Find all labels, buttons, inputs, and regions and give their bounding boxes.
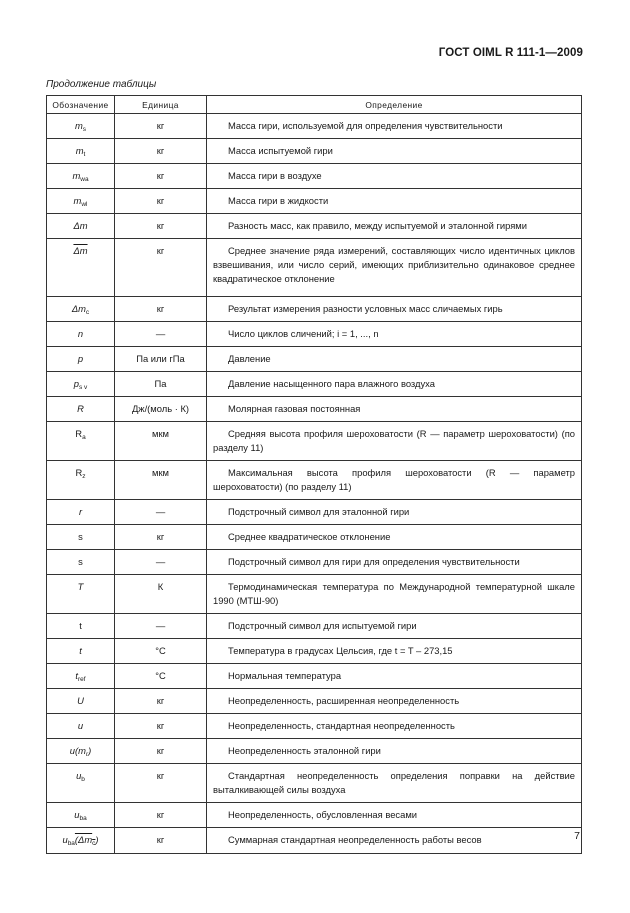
- symbol-subscript: wa: [80, 176, 89, 183]
- symbol-cell: [47, 164, 115, 189]
- symbol-cell: [47, 214, 115, 239]
- symbol-cell: [47, 239, 115, 297]
- symbol-text: t: [79, 620, 82, 631]
- table-header-row: [47, 96, 582, 114]
- unit-cell: —: [115, 550, 207, 575]
- symbol-cell: [47, 297, 115, 322]
- symbol-cell: [47, 689, 115, 714]
- definition-cell: Масса гири в жидкости: [207, 189, 582, 214]
- table-row: [47, 639, 582, 664]
- definition-cell: Неопределенность, стандартная неопределенность: [207, 714, 582, 739]
- table-row: [47, 114, 582, 139]
- symbol-subscript: ba: [79, 815, 87, 822]
- symbol-cell: [47, 397, 115, 422]
- definition-cell: Результат измерения разности условных масс сличаемых гирь: [207, 297, 582, 322]
- definition-cell: Давление насыщенного пара влажного воздуха: [207, 372, 582, 397]
- symbol-cell: [47, 639, 115, 664]
- symbol-subscript: ba: [67, 840, 75, 847]
- definition-cell: Средняя высота профиля шероховатости (R — параметр шероховатости) (по разделу 11): [207, 422, 582, 461]
- symbol-text: T: [77, 581, 84, 592]
- table-row: [47, 397, 582, 422]
- definition-cell: Нормальная температура: [207, 664, 582, 689]
- column-header-symbol: Обозначение: [47, 96, 115, 114]
- unit-cell: кг: [115, 828, 207, 854]
- symbol-cell: [47, 614, 115, 639]
- definition-cell: Среднее квадратическое отклонение: [207, 525, 582, 550]
- table-row: [47, 322, 582, 347]
- definition-cell: Разность масс, как правило, между испытуемой и эталонной гирями: [207, 214, 582, 239]
- table-row: [47, 214, 582, 239]
- symbol-text: u: [76, 770, 82, 781]
- symbol-cell: [47, 189, 115, 214]
- definition-cell: Подстрочный символ для эталонной гири: [207, 500, 582, 525]
- symbol-cell: [47, 764, 115, 803]
- symbol-cell: [47, 575, 115, 614]
- table-row: [47, 739, 582, 764]
- unit-cell: кг: [115, 239, 207, 297]
- definition-cell: Неопределенность, расширенная неопределенность: [207, 689, 582, 714]
- unit-cell: °С: [115, 639, 207, 664]
- table-row: [47, 828, 582, 854]
- table-row: [47, 347, 582, 372]
- symbol-text: Δm: [73, 220, 88, 231]
- symbol-subscript: a: [82, 434, 86, 441]
- symbol-cell: [47, 372, 115, 397]
- definitions-table: [46, 95, 582, 854]
- symbol-text: R: [75, 428, 83, 439]
- definition-cell: Неопределенность, обусловленная весами: [207, 803, 582, 828]
- table-row: [47, 614, 582, 639]
- symbol-text: t: [75, 670, 78, 681]
- unit-cell: кг: [115, 764, 207, 803]
- definition-cell: Температура в градусах Цельсия, где t = T – 273,15: [207, 639, 582, 664]
- symbol-text: p: [73, 378, 79, 389]
- document-code: ГОСТ OIML R 111-1—2009: [438, 47, 583, 59]
- table-row: [47, 189, 582, 214]
- symbol-text: n: [77, 328, 84, 339]
- definition-cell: Среднее значение ряда измерений, составляющих число идентичных циклов взвешивания, или число серий, имеющих приблизительно одинаковое среднее квадратическое отклонение: [207, 239, 582, 297]
- symbol-cell: [47, 550, 115, 575]
- table-row: [47, 239, 582, 297]
- unit-cell: Па или гПа: [115, 347, 207, 372]
- symbol-subscript: b: [81, 776, 85, 783]
- definition-cell: Число циклов сличений; i = 1, ..., n: [207, 322, 582, 347]
- definition-cell: Максимальная высота профиля шероховатости (R — параметр шероховатости) (по разделу 11): [207, 461, 582, 500]
- symbol-subscript: wl: [81, 201, 88, 208]
- table-row: [47, 714, 582, 739]
- symbol-text: m: [73, 195, 82, 206]
- symbol-cell: [47, 500, 115, 525]
- symbol-text: r: [78, 506, 83, 517]
- definition-cell: Подстрочный символ для гири для определения чувствительности: [207, 550, 582, 575]
- symbol-suffix: ): [88, 745, 92, 756]
- unit-cell: кг: [115, 139, 207, 164]
- symbol-cell: [47, 139, 115, 164]
- table-row: [47, 664, 582, 689]
- symbol-cell: [47, 347, 115, 372]
- symbol-text: R: [77, 403, 84, 414]
- symbol-text: m: [75, 145, 84, 156]
- symbol-subscript: s: [82, 126, 87, 133]
- definition-cell: Суммарная стандартная неопределенность работы весов: [207, 828, 582, 854]
- symbol-cell: [47, 664, 115, 689]
- unit-cell: мкм: [115, 461, 207, 500]
- symbol-text: p: [77, 353, 84, 364]
- symbol-text: m: [74, 120, 83, 131]
- unit-cell: кг: [115, 689, 207, 714]
- unit-cell: —: [115, 614, 207, 639]
- unit-cell: кг: [115, 297, 207, 322]
- symbol-text: u: [62, 834, 68, 845]
- symbol-subscript: t: [83, 151, 86, 158]
- definition-cell: Неопределенность эталонной гири: [207, 739, 582, 764]
- unit-cell: кг: [115, 114, 207, 139]
- unit-cell: мкм: [115, 422, 207, 461]
- definition-cell: Масса гири в воздухе: [207, 164, 582, 189]
- symbol-cell: [47, 803, 115, 828]
- column-header-definition: Определение: [207, 96, 582, 114]
- symbol-text: U: [77, 695, 84, 706]
- definition-cell: Стандартная неопределенность определения поправки на действие выталкивающей силы воздуха: [207, 764, 582, 803]
- symbol-text: $\overline{\Delta m}$: [73, 245, 88, 256]
- definition-cell: Термодинамическая температура по Международной температурной шкале 1990 (МТШ-90): [207, 575, 582, 614]
- table-row: [47, 803, 582, 828]
- symbol-cell: [47, 322, 115, 347]
- unit-cell: Дж/(моль · К): [115, 397, 207, 422]
- symbol-text: s: [78, 556, 83, 567]
- table-caption: Продолжение таблицы: [46, 79, 157, 90]
- symbol-text: R: [75, 467, 83, 478]
- symbol-cell: [47, 114, 115, 139]
- definition-cell: Масса гири, используемой для определения чувствительности: [207, 114, 582, 139]
- column-header-unit: Единица: [115, 96, 207, 114]
- symbol-subscript: s v: [78, 384, 88, 391]
- table-row: [47, 500, 582, 525]
- page-number: 7: [574, 830, 580, 842]
- symbol-suffix-2: ): [95, 834, 99, 845]
- symbol-text: s: [78, 531, 83, 542]
- symbol-cell: [47, 525, 115, 550]
- table-row: [47, 297, 582, 322]
- table-row: [47, 422, 582, 461]
- symbol-text: t: [79, 645, 82, 656]
- table-row: [47, 372, 582, 397]
- table-row: [47, 164, 582, 189]
- unit-cell: Па: [115, 372, 207, 397]
- unit-cell: кг: [115, 739, 207, 764]
- definition-cell: Давление: [207, 347, 582, 372]
- symbol-text: u: [74, 809, 80, 820]
- unit-cell: —: [115, 322, 207, 347]
- symbol-cell: [47, 828, 115, 854]
- symbol-cell: [47, 461, 115, 500]
- definition-cell: Подстрочный символ для испытуемой гири: [207, 614, 582, 639]
- table-row: [47, 139, 582, 164]
- symbol-text: Δm: [71, 303, 86, 314]
- symbol-cell: [47, 739, 115, 764]
- unit-cell: кг: [115, 803, 207, 828]
- unit-cell: кг: [115, 164, 207, 189]
- unit-cell: кг: [115, 525, 207, 550]
- symbol-subscript-2: c: [92, 840, 96, 847]
- table-row: [47, 550, 582, 575]
- symbol-cell: [47, 714, 115, 739]
- unit-cell: —: [115, 500, 207, 525]
- unit-cell: кг: [115, 214, 207, 239]
- symbol-text: u: [77, 720, 84, 731]
- unit-cell: К: [115, 575, 207, 614]
- table-row: [47, 575, 582, 614]
- table-row: [47, 689, 582, 714]
- symbol-subscript: z: [82, 473, 86, 480]
- definition-cell: Молярная газовая постоянная: [207, 397, 582, 422]
- symbol-text: m: [72, 170, 81, 181]
- definition-cell: Масса испытуемой гири: [207, 139, 582, 164]
- table-row: [47, 525, 582, 550]
- symbol-suffix: (Δm: [74, 834, 93, 845]
- unit-cell: кг: [115, 714, 207, 739]
- unit-cell: °С: [115, 664, 207, 689]
- table-row: [47, 461, 582, 500]
- symbol-subscript: c: [85, 309, 90, 316]
- symbol-text: u(m: [69, 745, 86, 756]
- symbol-cell: [47, 422, 115, 461]
- table-row: [47, 764, 582, 803]
- unit-cell: кг: [115, 189, 207, 214]
- symbol-subscript: r: [85, 751, 89, 758]
- symbol-subscript: ref: [78, 676, 86, 683]
